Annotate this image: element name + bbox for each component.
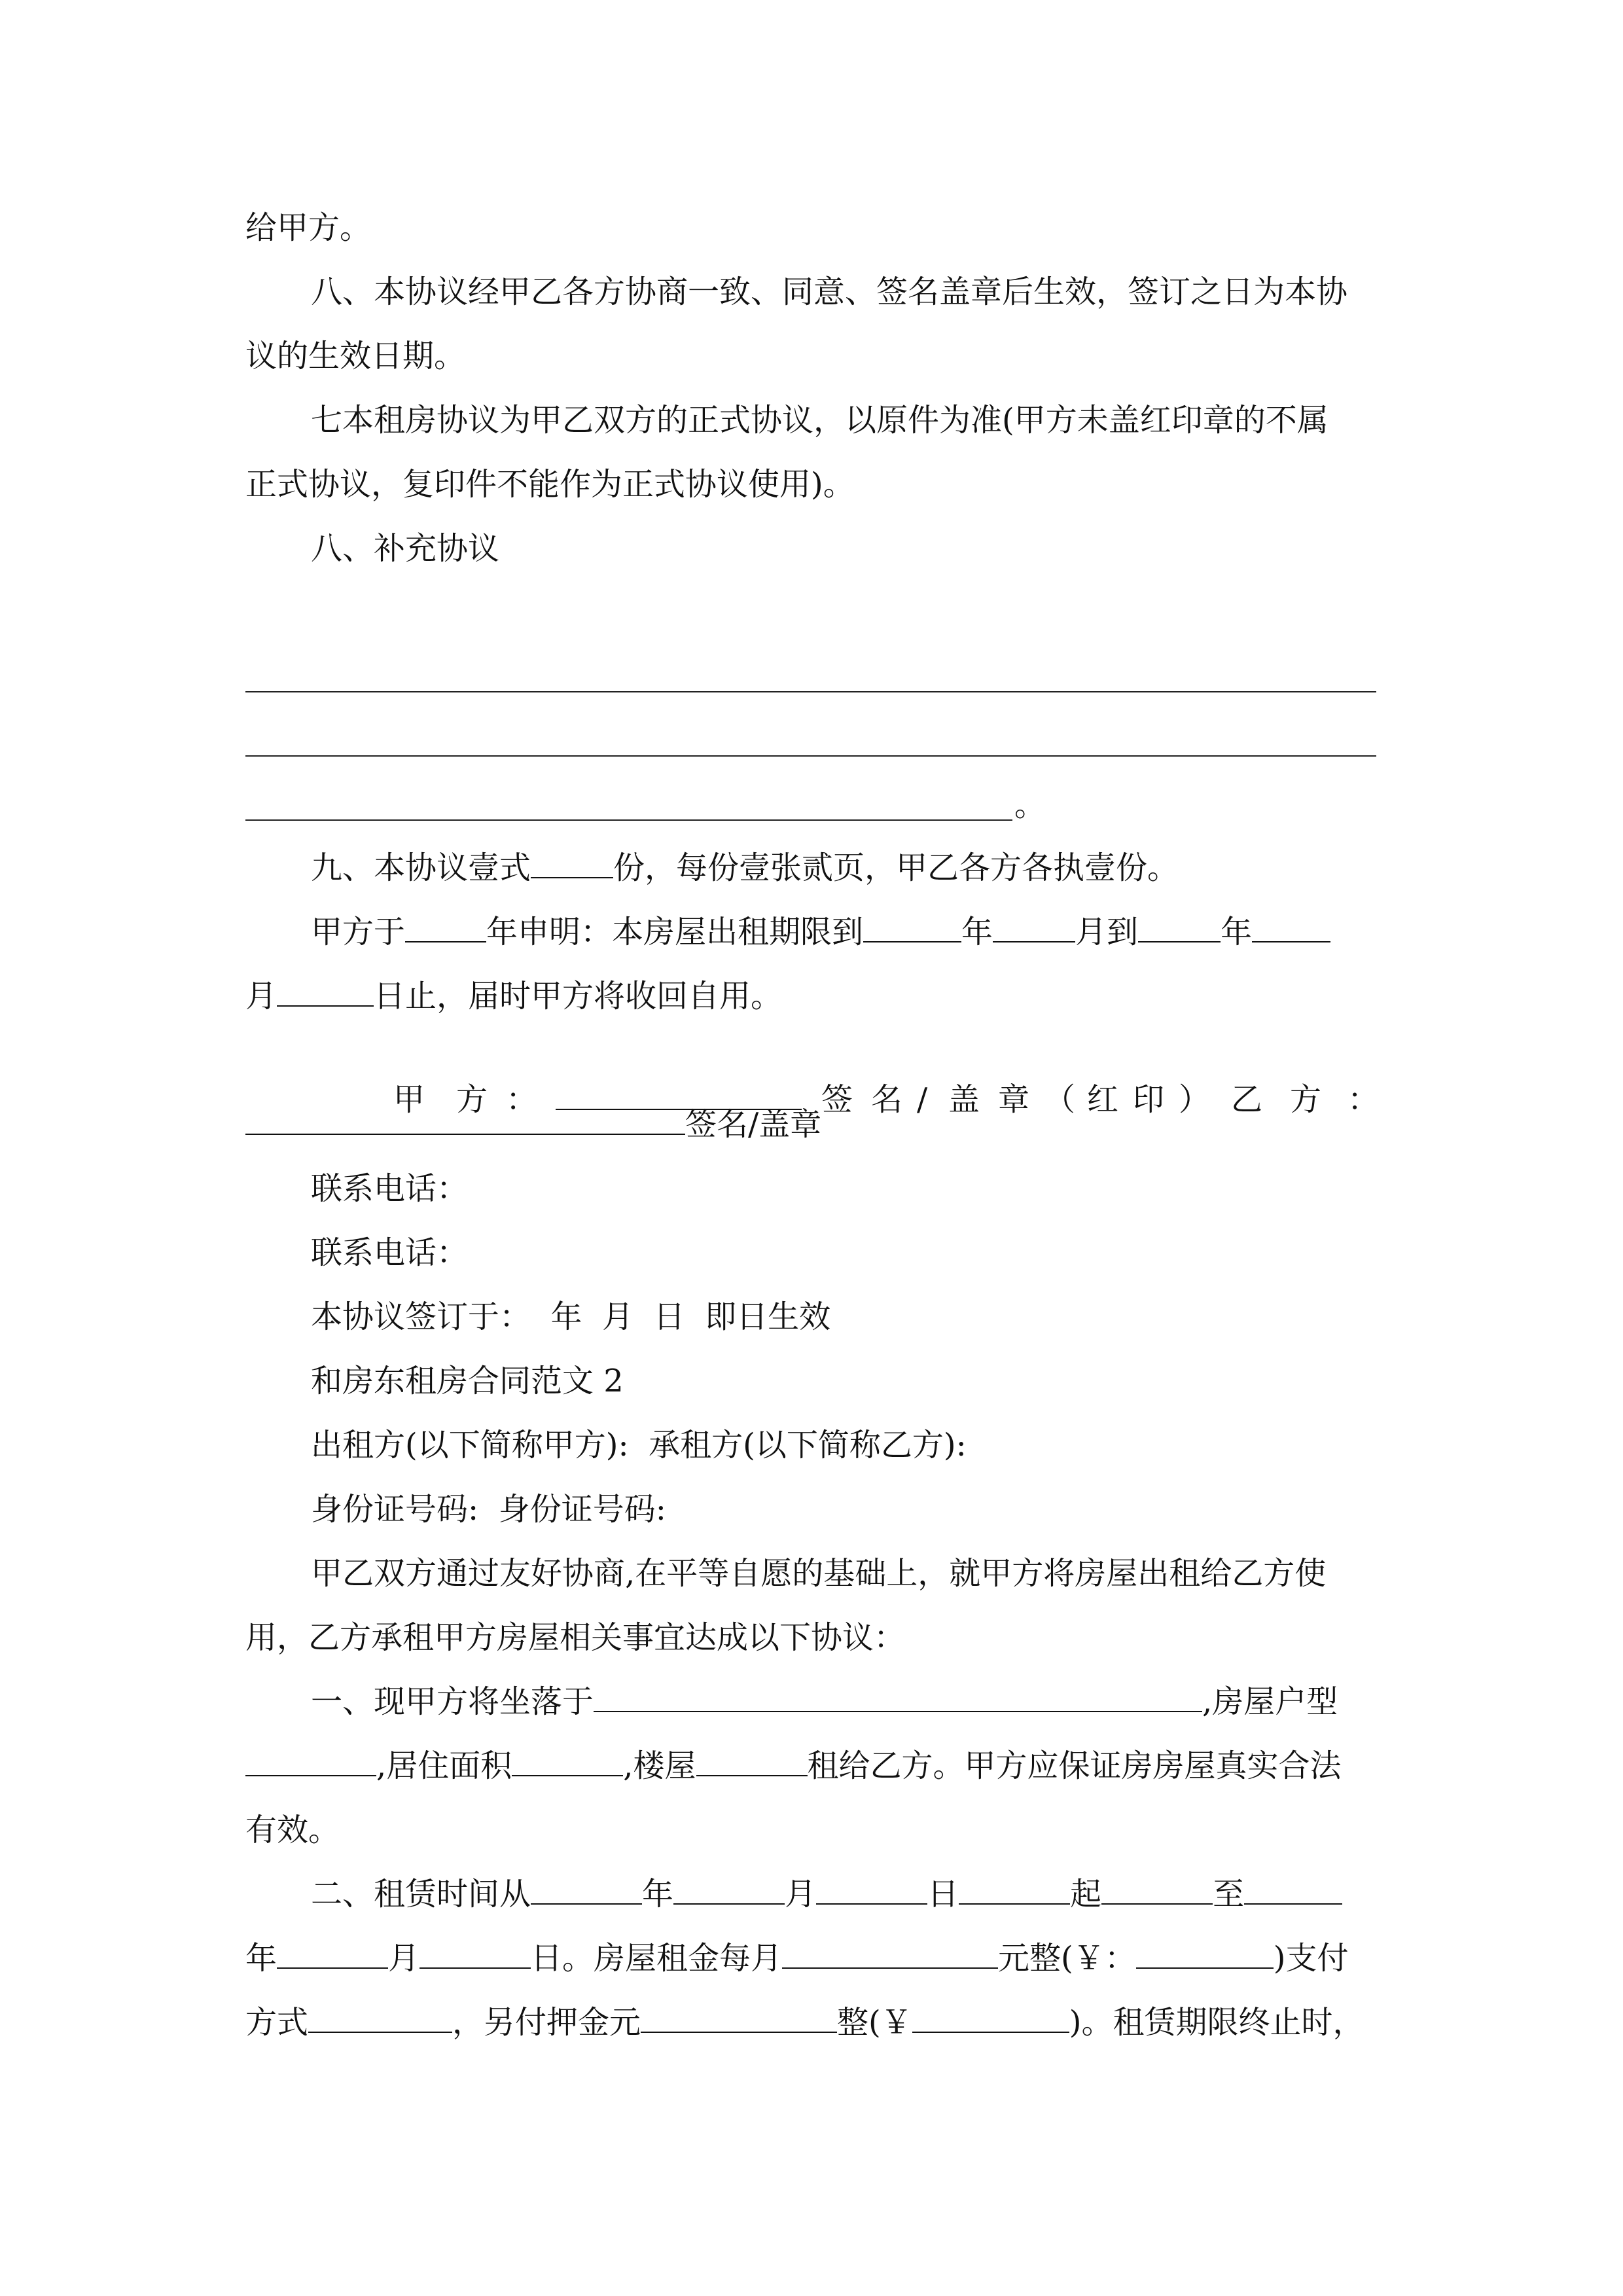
text: 名 <box>871 1081 903 1118</box>
clause-eight-line2 <box>245 336 465 376</box>
text: 正式协议，复印件不能作为正式协议使用)。 <box>245 466 855 503</box>
end-year-blank[interactable] <box>1244 1874 1342 1905</box>
rent-blank[interactable] <box>782 1939 998 1969</box>
text: 出租方(以下简称甲方): 承租方(以下简称乙方): <box>311 1427 967 1463</box>
text: 盖 <box>948 1081 980 1118</box>
text: 月 <box>785 1876 817 1912</box>
text: 日止，届时甲方将收回自用。 <box>374 978 783 1014</box>
text: / <box>917 1081 928 1118</box>
text: 一、现甲方将坐落于 <box>311 1683 594 1720</box>
text: 八、补充协议 <box>311 530 500 567</box>
signed-date-line <box>311 1297 830 1336</box>
text: ,楼屋 <box>623 1748 696 1784</box>
text: 年 <box>642 1876 674 1912</box>
copies-blank[interactable] <box>531 848 613 878</box>
text: ，另付押金元 <box>452 2004 641 2041</box>
text: ： <box>1347 1081 1380 1118</box>
text: 年 <box>245 1940 277 1977</box>
text: 方 <box>456 1081 488 1118</box>
supplementary-heading <box>311 529 499 568</box>
text: 。 <box>1014 787 1046 823</box>
text: 日。房屋租金每月 <box>531 1940 783 1977</box>
end-day-blank[interactable] <box>419 1939 531 1969</box>
text: （ <box>1044 1081 1076 1118</box>
intro-line2 <box>245 1618 905 1657</box>
id-numbers-line <box>311 1490 666 1529</box>
clause-eight-line1 <box>311 272 1347 312</box>
text: 印 <box>1133 1081 1165 1118</box>
text: 和房东租房合同范文 2 <box>311 1363 624 1399</box>
text: 月 <box>388 1940 420 1977</box>
start-month-blank[interactable] <box>673 1874 785 1905</box>
deposit-amount-blank[interactable] <box>912 2003 1069 2033</box>
payment-method-blank[interactable] <box>308 2003 452 2033</box>
floor-blank[interactable] <box>696 1746 808 1776</box>
text: 九、本协议壹式 <box>311 850 531 886</box>
party-a-declaration-line2 <box>245 977 782 1016</box>
end-month-blank[interactable] <box>277 1939 388 1969</box>
text: 议的生效日期。 <box>245 338 466 374</box>
text: ,房屋户型 <box>1202 1683 1338 1720</box>
address-blank[interactable] <box>594 1682 1202 1712</box>
deposit-blank[interactable] <box>641 2003 837 2033</box>
text: 整(￥ <box>837 2004 912 2041</box>
party-b-signature-blank[interactable] <box>245 1105 685 1135</box>
section-title <box>311 1361 624 1401</box>
text: 红 <box>1087 1081 1119 1118</box>
text: 日 <box>927 1876 959 1912</box>
text: 方 <box>1290 1081 1322 1118</box>
phone-line-2 <box>311 1233 468 1272</box>
article-two-line2 <box>245 1939 1349 1978</box>
text: ： <box>506 1081 538 1118</box>
start-day-blank[interactable] <box>816 1874 927 1905</box>
gap-blank[interactable] <box>959 1874 1070 1905</box>
text: 签名/盖章 <box>685 1106 822 1143</box>
supplementary-blank-line-3[interactable] <box>245 819 1012 821</box>
year-blank[interactable] <box>405 912 486 942</box>
text: 给甲方。 <box>245 209 372 246</box>
text: 甲 <box>393 1081 425 1118</box>
text: 用，乙方承租甲方房屋相关事宜达成以下协议： <box>245 1619 906 1656</box>
text: 年申明：本房屋出租期限到 <box>486 914 864 950</box>
clause-seven-line1 <box>311 401 1329 440</box>
phone-line-1 <box>311 1169 468 1208</box>
text: 租给乙方。甲方应保证房房屋真实合法 <box>807 1748 1342 1784</box>
intro-line1 <box>311 1554 1326 1593</box>
article-two-line1 <box>311 1874 1342 1914</box>
text: 元整(￥： <box>998 1940 1136 1977</box>
area-blank[interactable] <box>512 1746 623 1776</box>
text: 身份证号码: 身份证号码: <box>311 1491 666 1528</box>
year-blank[interactable] <box>863 912 961 942</box>
layout-blank[interactable] <box>245 1746 376 1776</box>
supplementary-blank-line-1[interactable] <box>245 691 1376 692</box>
text: 年 <box>961 914 993 950</box>
text: 甲乙双方通过友好协商,在平等自愿的基础上，就甲方将房屋出租给乙方使 <box>311 1555 1327 1592</box>
text: 年 <box>1221 914 1253 950</box>
supplementary-blank-line-2[interactable] <box>245 755 1376 757</box>
text: 甲方于 <box>311 914 406 950</box>
party-a-declaration-line1 <box>311 912 1330 952</box>
start-year-blank[interactable] <box>531 1874 642 1905</box>
month-blank[interactable] <box>1252 912 1330 942</box>
text: 月到 <box>1075 914 1139 950</box>
text: 联系电话： <box>311 1170 469 1207</box>
text: )。租赁期限终止时， <box>1069 2004 1364 2041</box>
text: 本协议签订于： 年 月 日 即日生效 <box>311 1299 831 1335</box>
signature-line-2 <box>245 1105 821 1144</box>
rent-amount-blank[interactable] <box>1136 1939 1274 1969</box>
parties-line <box>311 1426 967 1465</box>
text: 二、租赁时间从 <box>311 1876 531 1912</box>
text: 联系电话： <box>311 1234 469 1271</box>
text: 八、本协议经甲乙各方协商一致、同意、签名盖章后生效，签订之日为本协 <box>311 274 1348 310</box>
text: 章 <box>998 1081 1030 1118</box>
text: ,居住面积 <box>376 1748 512 1784</box>
article-one-line1 <box>311 1682 1338 1721</box>
gap-blank[interactable] <box>1101 1874 1213 1905</box>
text: 份，每份壹张贰页，甲乙各方各执壹份。 <box>613 850 1179 886</box>
article-one-line3 <box>245 1810 340 1850</box>
day-blank[interactable] <box>277 977 374 1007</box>
text: 至 <box>1213 1876 1245 1912</box>
text: )支付 <box>1273 1940 1349 1977</box>
text: 七本租房协议为甲乙双方的正式协议，以原件为准(甲方未盖红印章的不属 <box>311 402 1329 439</box>
text: 乙 <box>1231 1081 1263 1118</box>
year-blank[interactable] <box>1138 912 1221 942</box>
article-one-line2 <box>245 1746 1342 1785</box>
clause-nine <box>311 848 1179 888</box>
clause-seven-line2 <box>245 465 855 504</box>
article-two-line3 <box>245 2003 1364 2042</box>
month-blank[interactable] <box>993 912 1075 942</box>
text: 起 <box>1070 1876 1102 1912</box>
text: 有效。 <box>245 1812 340 1848</box>
text: 月 <box>245 978 277 1014</box>
text: 方式 <box>245 2004 309 2041</box>
supplementary-period <box>1014 785 1046 825</box>
paragraph-continuation <box>245 208 371 247</box>
text: ） <box>1179 1081 1211 1118</box>
text: 签 <box>821 1081 853 1118</box>
